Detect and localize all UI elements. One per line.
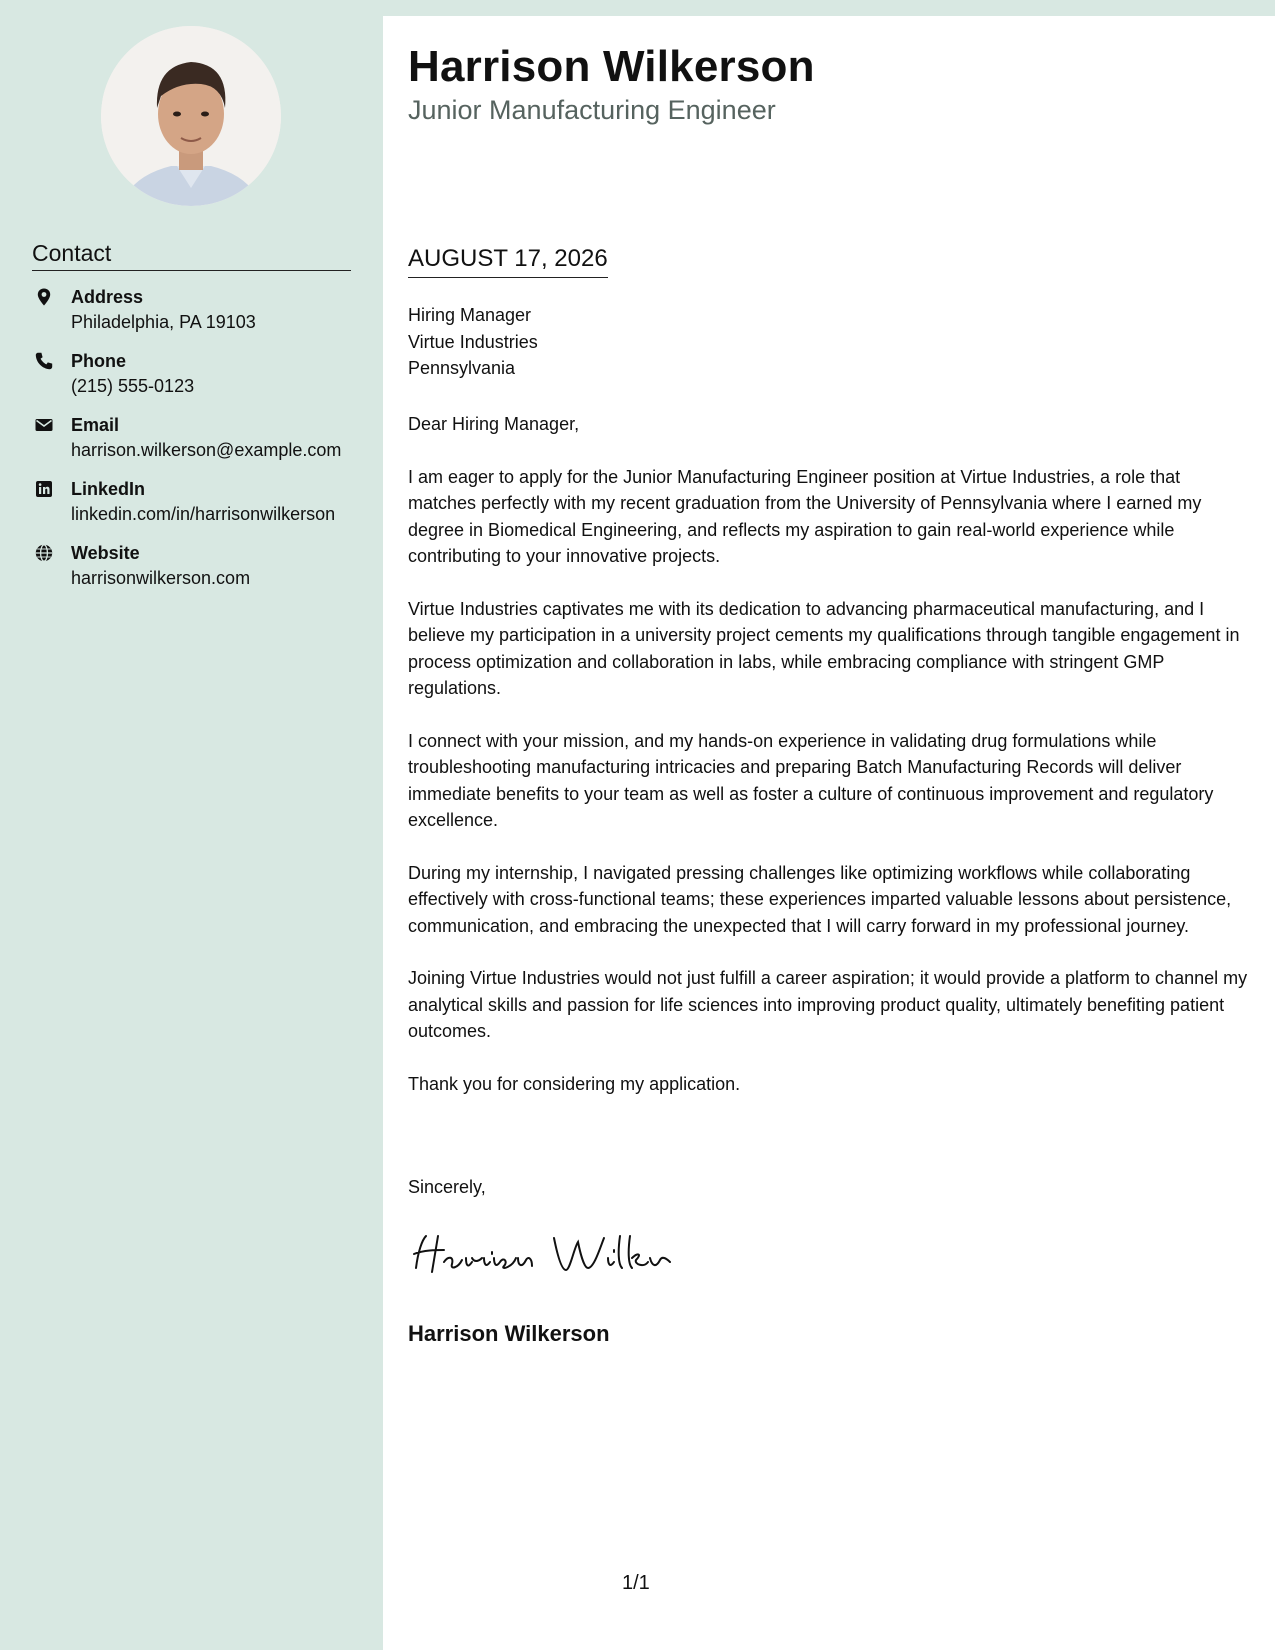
contact-value: Philadelphia, PA 19103 <box>71 312 256 332</box>
envelope-icon <box>34 415 54 435</box>
contact-label: LinkedIn <box>71 479 146 499</box>
portrait-image <box>101 26 281 206</box>
letter-body <box>408 411 1253 1123</box>
profile-photo <box>101 26 281 206</box>
letter-date: AUGUST 17, 2026 <box>408 245 608 278</box>
salutation: Dear Hiring Manager, <box>408 414 580 434</box>
globe-icon <box>34 543 54 563</box>
page-number: 1/1 <box>622 1572 650 1594</box>
recipient-line: Hiring Manager <box>408 305 532 325</box>
contact-label: Address <box>71 287 144 307</box>
body-paragraph: Joining Virtue Industries would not just fulfill a career aspiration; it would provide a platform to channel my analytical skills and passion for life sciences into improving product quality, ultimately benefiting patient outcomes. <box>408 968 1248 1041</box>
contact-linkedin <box>32 477 352 527</box>
contact-email <box>32 413 352 463</box>
contact-label: Phone <box>71 351 127 371</box>
map-pin-icon <box>34 287 54 307</box>
contact-value: linkedin.com/in/harrisonwilkerson <box>71 504 336 524</box>
contact-heading: Contact <box>32 240 351 271</box>
contact-phone <box>32 349 352 399</box>
contact-website <box>32 541 352 591</box>
contact-value: (215) 555-0123 <box>71 376 195 396</box>
body-paragraph: Virtue Industries captivates me with its dedication to advancing pharmaceutical manufacturing, and I believe my participation in a university project cements my qualifications through tangible engagement in process optimization and collaboration in labs, while embracing compliance with stringent GMP regulations. <box>408 598 1240 698</box>
recipient-line: Pennsylvania <box>408 358 516 378</box>
linkedin-icon <box>34 479 54 499</box>
contact-list <box>32 285 352 605</box>
recipient-block <box>408 302 538 382</box>
handwritten-signature <box>408 1228 678 1280</box>
contact-value: harrisonwilkerson.com <box>71 568 251 588</box>
body-paragraph: During my internship, I navigated pressing challenges like optimizing workflows while collaborating effectively with cross-functional teams; these experiences imparted valuable lessons about persistence, communication, and embracing the unexpected that I will carry forward in my professional journey. <box>408 862 1232 936</box>
body-paragraph: Thank you for considering my application. <box>408 1073 741 1094</box>
contact-label: Website <box>71 543 140 563</box>
contact-label: Email <box>71 415 120 435</box>
applicant-name: Harrison Wilkerson <box>408 42 815 91</box>
recipient-line: Virtue Industries <box>408 331 538 352</box>
body-paragraph: I am eager to apply for the Junior Manufacturing Engineer position at Virtue Industries, a role that matches perfectly with my recent graduation from the University of Pennsylvania where I earned my degree in Biomedical Engineering, and reflects my aspiration to gain real-world experience while contributing to your innovative projects. <box>408 466 1202 566</box>
phone-icon <box>34 351 54 371</box>
closing: Sincerely, <box>408 1177 486 1197</box>
applicant-job-title: Junior Manufacturing Engineer <box>408 95 776 125</box>
contact-address <box>32 285 352 335</box>
signer-name: Harrison Wilkerson <box>408 1321 610 1346</box>
body-paragraph: I connect with your mission, and my hands-on experience in validating drug formulations while troubleshooting manufacturing intricacies and preparing Batch Manufacturing Records will deliver immediate benefits to your team as well as foster a culture of continuous improvement and regulatory excellence. <box>408 730 1214 830</box>
sidebar <box>0 0 383 1650</box>
contact-value: harrison.wilkerson@example.com <box>71 440 342 460</box>
